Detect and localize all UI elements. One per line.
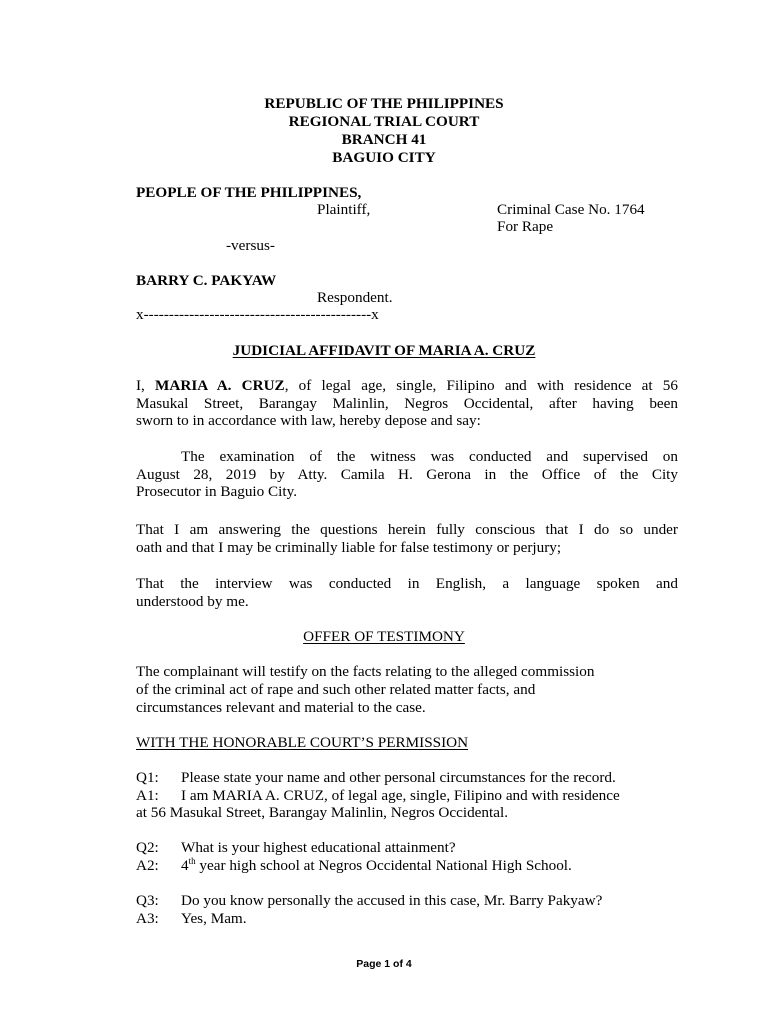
- caption-separator: x---------------------------------------------x: [136, 306, 379, 323]
- question-1-text: Please state your name and other personal circumstances for the record.: [181, 769, 616, 786]
- intro-line3: sworn to in accordance with law, hereby depose and say:: [136, 412, 481, 429]
- exam-line1: The examination of the witness was conducted and supervised on: [181, 448, 678, 465]
- respondent-name: BARRY C. PAKYAW: [136, 272, 277, 289]
- question-3-text: Do you know personally the accused in this case, Mr. Barry Pakyaw?: [181, 892, 603, 909]
- page-number: Page 1 of 4: [356, 958, 412, 970]
- court-header-rtc: REGIONAL TRIAL COURT: [288, 113, 480, 130]
- affiant-name: MARIA A. CRUZ: [155, 377, 285, 394]
- intro-prefix: I,: [136, 377, 156, 394]
- exam-paragraph: [136, 448, 678, 501]
- oath-line2: oath and that I may be criminally liable for false testimony or perjury;: [136, 538, 562, 556]
- intro-line1: , of legal age, single, Filipino and with residence at 56: [284, 377, 678, 394]
- language-paragraph: [136, 575, 678, 610]
- case-number: Criminal Case No. 1764: [497, 201, 645, 218]
- court-header-branch: BRANCH 41: [341, 131, 427, 148]
- offer-line1: The complainant will testify on the facts relating to the alleged commission: [136, 663, 595, 680]
- answer-1-tag: A1:: [136, 787, 159, 804]
- intro-line2: Masukal Street, Barangay Malinlin, Negros Occidental, after having been: [136, 394, 678, 412]
- answer-3-text: Yes, Mam.: [181, 910, 247, 927]
- language-line1: That the interview was conducted in English, a language spoken and: [136, 575, 678, 592]
- plaintiff-label: Plaintiff,: [317, 201, 371, 218]
- answer-2-tag: A2:: [136, 857, 159, 874]
- offer-line2: of the criminal act of rape and such other related matter facts, and: [136, 681, 536, 698]
- intro-paragraph: [136, 377, 678, 430]
- oath-paragraph: [136, 521, 678, 556]
- answer-2-ordinal-number: 4: [181, 857, 189, 874]
- answer-1-text-cont: at 56 Masukal Street, Barangay Malinlin, Negros Occidental.: [136, 804, 508, 821]
- answer-3-tag: A3:: [136, 910, 159, 927]
- affidavit-title: JUDICIAL AFFIDAVIT OF MARIA A. CRUZ: [232, 342, 536, 359]
- answer-1-text: I am MARIA A. CRUZ, of legal age, single, Filipino and with residence: [181, 787, 620, 804]
- plaintiff-name: PEOPLE OF THE PHILIPPINES,: [136, 184, 362, 201]
- answer-2-text-body: year high school at Negros Occidental National High School.: [195, 857, 572, 874]
- question-1-tag: Q1:: [136, 769, 159, 786]
- answer-2-text: [181, 857, 572, 874]
- offer-heading: OFFER OF TESTIMONY: [303, 628, 465, 645]
- question-2-text: What is your highest educational attainment?: [181, 839, 456, 856]
- language-line2: understood by me.: [136, 592, 249, 610]
- exam-line3: Prosecutor in Baguio City.: [136, 483, 298, 500]
- oath-line1: That I am answering the questions herein fully conscious that I do so under: [136, 521, 678, 538]
- court-header-republic: REPUBLIC OF THE PHILIPPINES: [264, 95, 504, 112]
- offer-line3: circumstances relevant and material to the case.: [136, 699, 426, 716]
- question-3-tag: Q3:: [136, 892, 159, 909]
- question-2-tag: Q2:: [136, 839, 159, 856]
- answer-2-ordinal-suffix: th: [188, 856, 196, 866]
- court-header-city: BAGUIO CITY: [332, 149, 436, 166]
- versus-label: -versus-: [226, 237, 275, 254]
- exam-line2: August 28, 2019 by Atty. Camila H. Gerona in the Office of the City: [136, 465, 678, 483]
- permission-heading: WITH THE HONORABLE COURT’S PERMISSION: [136, 734, 469, 751]
- respondent-label: Respondent.: [317, 289, 393, 306]
- case-type: For Rape: [497, 218, 554, 235]
